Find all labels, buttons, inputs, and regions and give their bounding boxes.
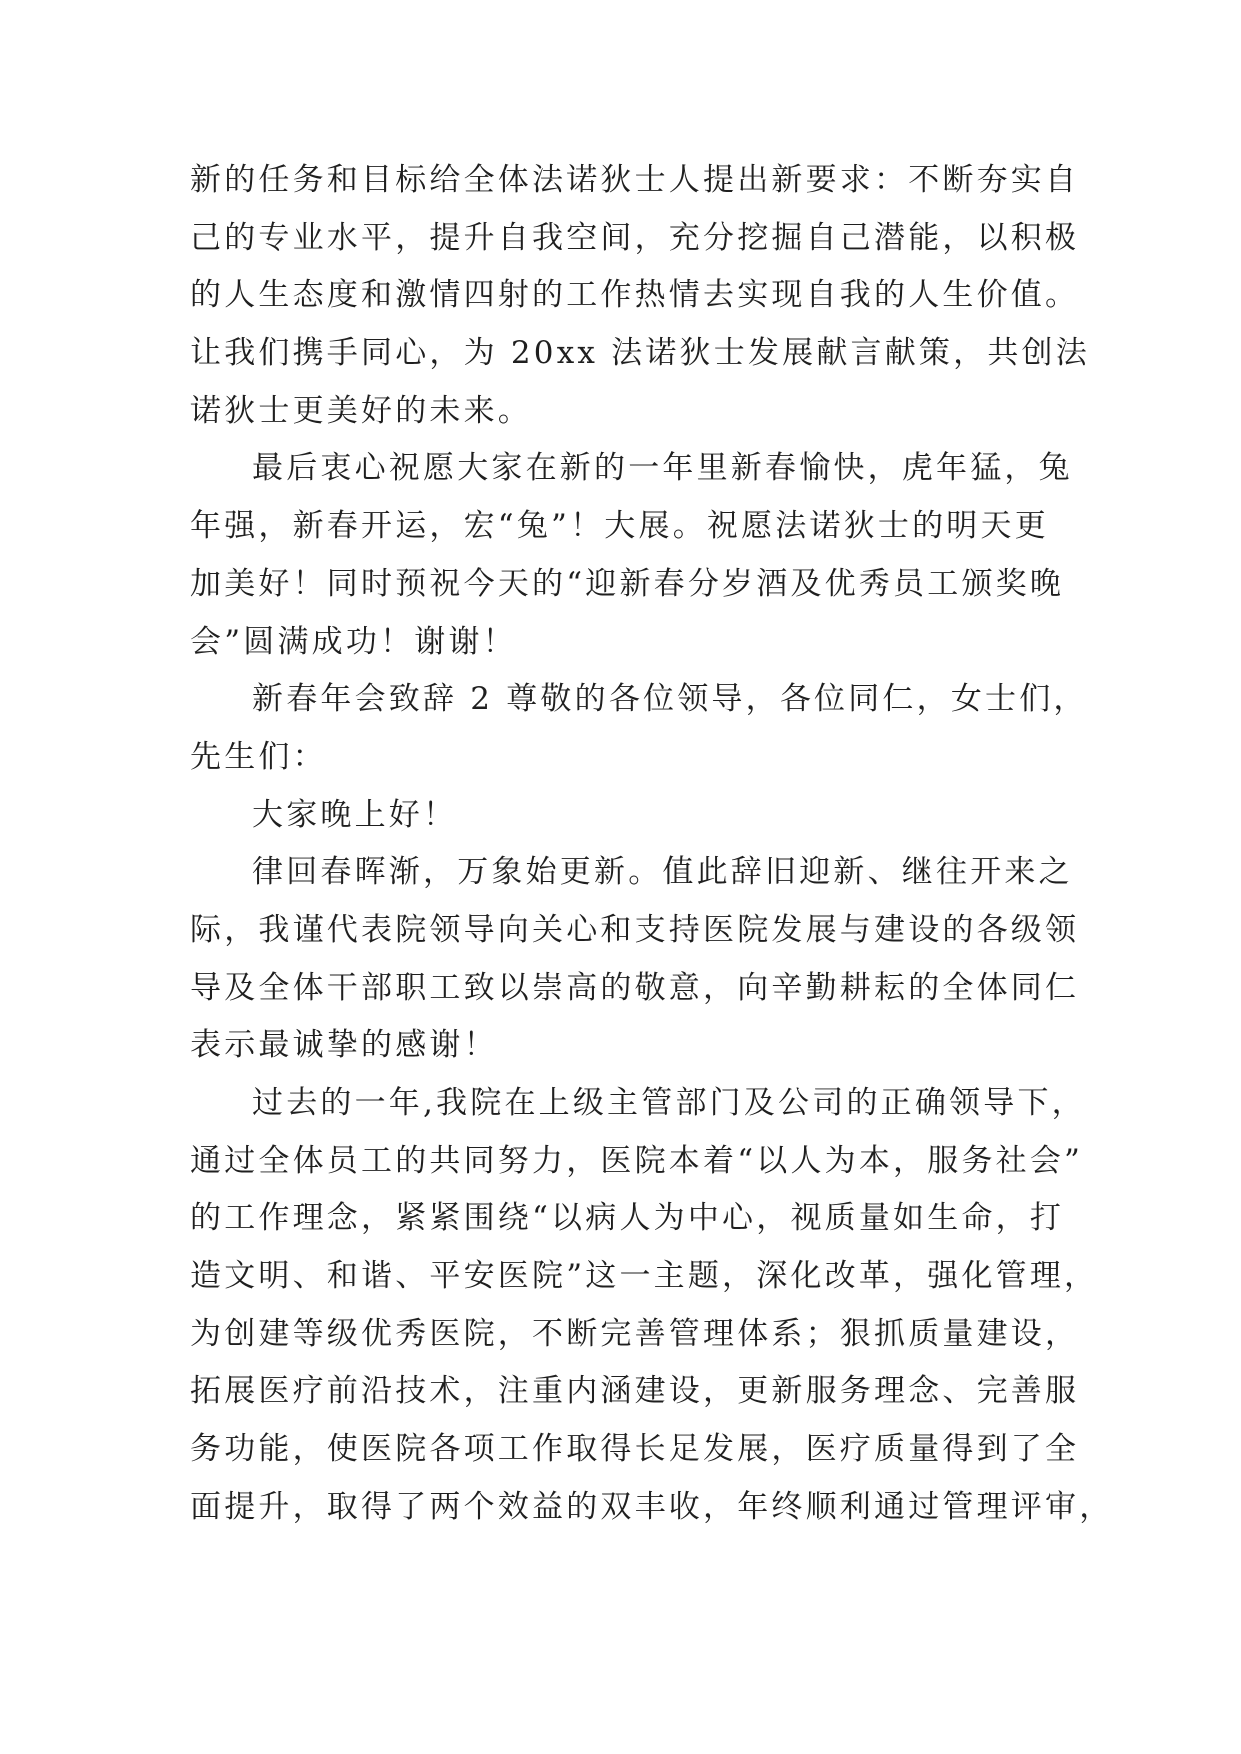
- text-line: 大家晚上好！: [252, 796, 458, 833]
- text-line: 通过全体员工的共同努力，医院本着“以人为本，服务社会”: [190, 1142, 1084, 1179]
- text-line: 为创建等级优秀医院，不断完善管理体系；狠抓质量建设，: [190, 1315, 1080, 1352]
- text-line: 面提升，取得了两个效益的双丰收，年终顺利通过管理评审，: [190, 1488, 1114, 1525]
- text-line: 律回春晖渐，万象始更新。值此辞旧迎新、继往开来之: [252, 854, 1073, 891]
- text-line: 己的专业水平，提升自我空间，充分挖掘自己潜能，以积极: [190, 219, 1080, 256]
- text-line: 拓展医疗前沿技术，注重内涵建设，更新服务理念、完善服: [190, 1373, 1080, 1410]
- text-line: 的工作理念，紧紧围绕“以病人为中心，视质量如生命，打: [190, 1200, 1065, 1237]
- text-line: 表示最诚挚的感谢！: [190, 1027, 498, 1064]
- text-line: 加美好！同时预祝今天的“迎新春分岁酒及优秀员工颁奖晚: [190, 565, 1065, 602]
- text-line: 年强，新春开运，宏“兔”！大展。祝愿法诺狄士的明天更: [190, 508, 1049, 545]
- text-line: 务功能，使医院各项工作取得长足发展，医疗质量得到了全: [190, 1431, 1080, 1468]
- text-line: 新的任务和目标给全体法诺狄士人提出新要求：不断夯实自: [190, 162, 1080, 198]
- text-line: 让我们携手同心，为 20xx 法诺狄士发展献言献策，共创法: [190, 335, 1090, 372]
- text-line: 的人生态度和激情四射的工作热情去实现自我的人生价值。: [190, 277, 1080, 314]
- text-line: 新春年会致辞 2 尊敬的各位领导，各位同仁，女士们，: [252, 681, 1088, 718]
- text-line: 最后衷心祝愿大家在新的一年里新春愉快，虎年猛，兔: [252, 450, 1073, 487]
- text-line: 导及全体干部职工致以崇高的敬意，向辛勤耕耘的全体同仁: [190, 969, 1080, 1006]
- text-line: 会”圆满成功！谢谢！: [190, 623, 517, 660]
- text-line: 过去的一年,我院在上级主管部门及公司的正确领导下，: [252, 1085, 1086, 1121]
- text-line: 造文明、和谐、平安医院”这一主题，深化改革，强化管理，: [190, 1258, 1099, 1295]
- document-body: [190, 152, 1114, 1537]
- text-line: 先生们：: [190, 738, 327, 775]
- text-line: 际，我谨代表院领导向关心和支持医院发展与建设的各级领: [190, 911, 1080, 948]
- text-line: 诺狄士更美好的未来。: [190, 392, 532, 429]
